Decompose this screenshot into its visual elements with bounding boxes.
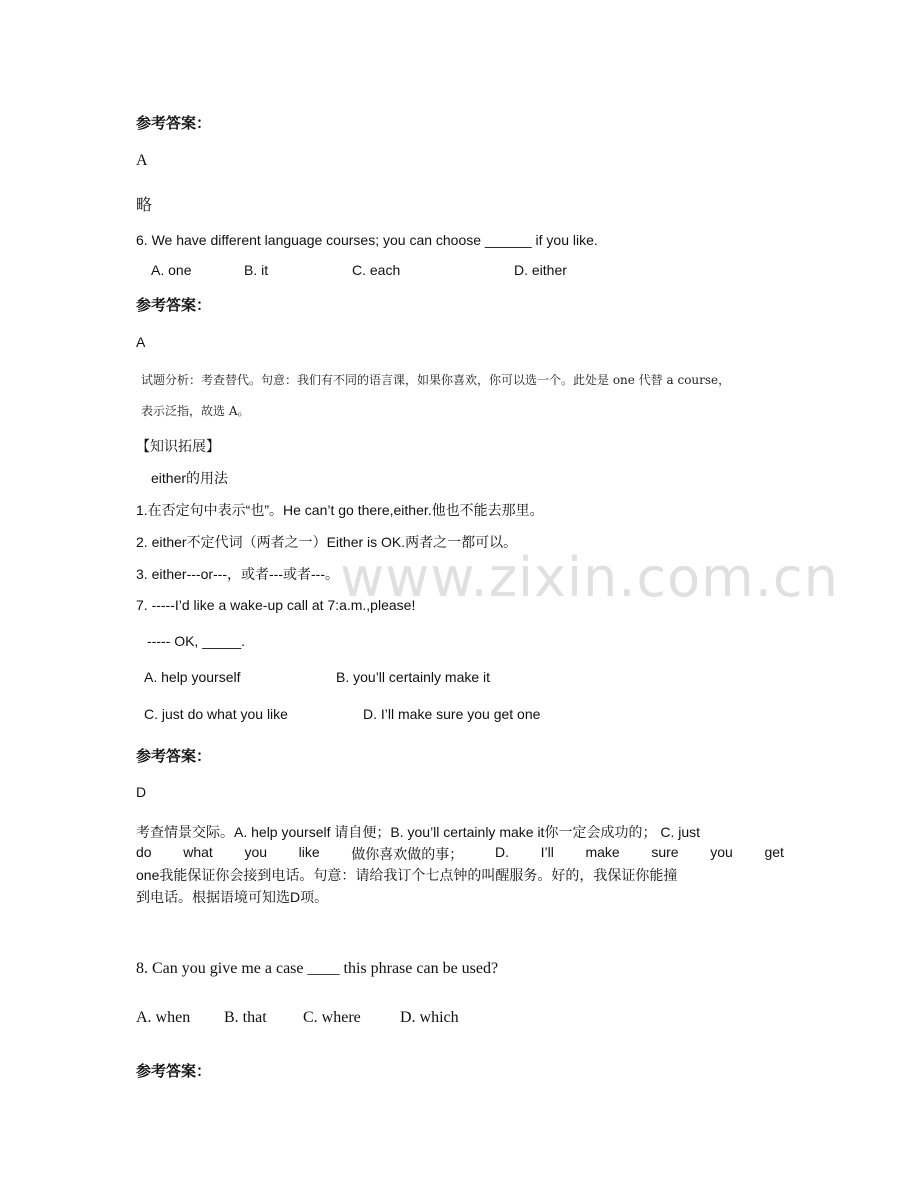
q7-option-b: B. you’ll certainly make it: [336, 669, 491, 685]
q6-option-b: B. it: [244, 262, 269, 278]
q7-option-a: A. help yourself: [144, 669, 241, 685]
q7-explanation-word: you: [710, 844, 733, 860]
q6-option-d: D. either: [514, 262, 567, 278]
q6-option-c: C. each: [352, 262, 401, 278]
q7-explanation-line3: one我能保证你会接到电话。句意：请给我订个七点钟的叫醒服务。好的，我保证你能撞: [136, 867, 678, 883]
q5-answer: A: [136, 152, 148, 169]
q7-explanation-word: D.: [494, 844, 509, 860]
q8-option-b: B. that: [224, 1009, 267, 1026]
q7-explanation-word: do: [136, 844, 152, 860]
q7-explanation-line1: 考查情景交际。A. help yourself 请自便；B. you’ll certainly make it你一定会成功的； C. just: [136, 824, 701, 840]
q6-usage-title: either的用法: [151, 470, 229, 486]
q6-usage-item-1: 1.在否定句中表示“也”。He can’t go there,either.他也不能去那里。: [136, 502, 544, 518]
q7-explanation-word: 做你喜欢做的事；: [351, 846, 464, 862]
q7-explanation-word: make: [585, 844, 620, 860]
q7-question-line1: 7. -----I’d like a wake-up call at 7:a.m.,please!: [136, 597, 416, 613]
watermark: www.zixin.com.cn: [340, 546, 839, 609]
q6-usage-item-2: 2. either不定代词（两者之一）Either is OK.两者之一都可以。: [136, 534, 518, 550]
q8-option-d: D. which: [400, 1009, 459, 1026]
q7-explanation-line2: [136, 844, 784, 864]
q7-explanation-line4: 到电话。根据语境可知选D项。: [136, 889, 329, 905]
q6-answer-heading: 参考答案：: [136, 296, 212, 314]
q7-explanation-word: I’ll: [540, 844, 554, 860]
q7-option-c: C. just do what you like: [144, 706, 288, 722]
q7-explanation-word: what: [183, 844, 213, 860]
q6-option-a: A. one: [151, 262, 192, 278]
q7-explanation-word: get: [764, 844, 784, 860]
q7-option-d: D. I’ll make sure you get one: [363, 706, 541, 722]
q7-answer-heading: 参考答案：: [136, 747, 212, 765]
q7-answer: D: [136, 784, 147, 800]
q6-usage-item-3: 3. either---or---，或者---或者---。: [136, 566, 339, 582]
q8-question: 8. Can you give me a case ____ this phrase can be used?: [136, 960, 499, 977]
q8-option-c: C. where: [303, 1009, 361, 1026]
q6-analysis-line1: 试题分析：考查替代。句意：我们有不同的语言课，如果你喜欢，你可以选一个。此处是 one 代替 a course，: [141, 373, 731, 387]
q7-explanation-word: like: [298, 844, 320, 860]
q6-question: 6. We have different language courses; you can choose ______ if you like.: [136, 232, 598, 248]
q7-question-line2: ----- OK, _____.: [147, 633, 246, 649]
q8-answer-heading: 参考答案：: [136, 1062, 212, 1080]
q6-extension-heading: 【知识拓展】: [136, 438, 220, 454]
q7-explanation-word: sure: [651, 844, 679, 860]
q6-analysis-line2: 表示泛指，故选 A。: [141, 404, 250, 418]
q5-answer-heading: 参考答案：: [136, 114, 212, 132]
q7-explanation-word: you: [244, 844, 268, 860]
q8-option-a: A. when: [136, 1009, 191, 1026]
q5-note: 略: [136, 197, 153, 214]
q6-answer: A: [136, 334, 146, 350]
